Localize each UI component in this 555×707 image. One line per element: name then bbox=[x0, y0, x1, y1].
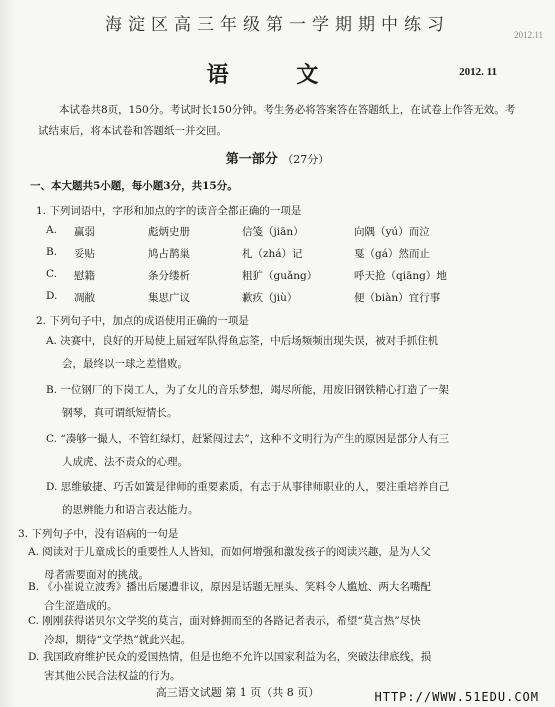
part-title: 第一部分 bbox=[225, 152, 278, 167]
corner-date-mark: 2012.11 bbox=[514, 30, 543, 40]
option-line-1: 思维敏捷、巧舌如簧是律师的重要素质，有志于从事律师职业的人，要注重培养自己 bbox=[60, 481, 450, 493]
page-footer: 高三语文试题 第 1 页（共 8 页） bbox=[155, 686, 320, 699]
option-word-3: 歉疚（jiù） bbox=[242, 292, 298, 304]
section-heading: 一、本大题共5小题，每小题3分，共15分。 bbox=[30, 180, 238, 192]
option-letter: B. bbox=[46, 246, 58, 258]
option-line-2: 人成虎、法不责众的心理。 bbox=[62, 456, 188, 468]
option-letter: B. bbox=[28, 581, 40, 593]
question-1-option-c bbox=[46, 268, 516, 288]
exam-title: 海淀区高三年级第一学期期中练习 bbox=[105, 15, 450, 35]
option-word-4: 便（biàn）宜行事 bbox=[354, 292, 441, 304]
option-word-1: 妥贴 bbox=[74, 248, 95, 260]
option-line-2: 合生涩造成的。 bbox=[44, 600, 118, 612]
question-1-option-b bbox=[46, 246, 516, 266]
option-line-1: 一位钢厂的下岗工人，为了女儿的音乐梦想，竭尽所能，用废旧钢铁精心打造了一架 bbox=[60, 384, 449, 396]
option-letter: B. bbox=[46, 384, 58, 396]
option-line-2: 会，最终以一球之差惜败。 bbox=[62, 358, 188, 370]
option-word-3: 札（zhá）记 bbox=[242, 248, 303, 260]
part-heading bbox=[0, 148, 555, 167]
part-score: （27分） bbox=[282, 153, 330, 166]
option-word-2: 鸠占鹊巢 bbox=[148, 248, 190, 260]
question-3-option-c bbox=[28, 612, 516, 650]
option-line-2: 的思辨能力和语言表达能力。 bbox=[62, 504, 199, 516]
option-letter: D. bbox=[46, 290, 58, 302]
question-2-option-c bbox=[46, 428, 516, 474]
subject-title: 语 文 bbox=[206, 62, 349, 88]
question-3-stem: 3. 下列句子中，没有语病的一句是 bbox=[18, 528, 179, 540]
option-letter: C. bbox=[28, 615, 39, 627]
option-line-1: 我国政府维护民众的爱国热情，但是也绝不允许以国家利益为名，突破法律底线，损 bbox=[42, 651, 432, 663]
question-1-option-d bbox=[46, 290, 516, 310]
option-line-1: 决赛中，良好的开局使上届冠军队得鱼忘筌，中后场频频出现失误，被对手抓住机 bbox=[60, 335, 439, 347]
option-letter: C. bbox=[46, 433, 57, 445]
question-2-stem: 2. 下列句子中，加点的成语使用正确的一项是 bbox=[36, 315, 249, 327]
option-word-2: 条分缕析 bbox=[148, 270, 190, 282]
question-1-option-a bbox=[46, 224, 516, 244]
option-word-1: 慰籍 bbox=[74, 270, 95, 282]
option-word-3: 粗犷（guǎng） bbox=[242, 270, 318, 282]
option-word-3: 信笺（jiān） bbox=[242, 226, 304, 238]
question-2-option-d bbox=[46, 476, 516, 522]
option-letter: D. bbox=[46, 481, 58, 493]
site-watermark: HTTP://WWW.51EDU.COM bbox=[374, 690, 539, 704]
option-word-4: 戛（gá）然而止 bbox=[354, 248, 430, 260]
option-letter: A. bbox=[46, 224, 57, 236]
option-word-4: 呼天抢（qiāng）地 bbox=[354, 270, 447, 282]
exam-date: 2012. 11 bbox=[459, 66, 497, 78]
question-3-option-b bbox=[28, 578, 516, 616]
option-line-2: 母者需要面对的挑战。 bbox=[44, 569, 149, 581]
option-letter: A. bbox=[46, 335, 57, 347]
question-2-option-a bbox=[46, 330, 516, 376]
page-binding-shadow bbox=[0, 0, 14, 707]
option-word-1: 凋敝 bbox=[74, 292, 95, 304]
option-line-2: 冷却，期待“文学热”就此兴起。 bbox=[44, 634, 192, 646]
option-letter: D. bbox=[28, 651, 40, 663]
option-letter: A. bbox=[28, 546, 39, 558]
option-letter: C. bbox=[46, 268, 57, 280]
option-line-1: 刚刚获得诺贝尔文学奖的莫言，面对蜂拥而至的各路记者表示，希望“莫言热”尽快 bbox=[42, 615, 421, 627]
option-word-2: 彪炳史册 bbox=[148, 226, 190, 238]
option-line-1: 《小崔说立波秀》播出后屡遭非议，原因是话题无厘头、笑料令人尴尬、两大名嘴配 bbox=[42, 581, 431, 593]
option-line-1: 阅读对于儿童成长的重要性人人皆知，而如何增强和激发孩子的阅读兴趣，是为人父 bbox=[42, 546, 431, 558]
question-2-option-b bbox=[46, 379, 516, 425]
option-line-2: 害其他公民合法权益的行为。 bbox=[44, 670, 181, 682]
option-word-2: 集思广议 bbox=[148, 292, 190, 304]
option-word-4: 向隅（yú）而泣 bbox=[354, 226, 430, 238]
option-line-1: “凑够一撮人，不管红绿灯，赶紧闯过去”，这种不文明行为产生的原因是部分人有三 bbox=[60, 433, 450, 445]
question-1-stem: 1. 下列词语中，字形和加点的字的读音全都正确的一项是 bbox=[36, 205, 302, 217]
option-word-1: 赢弱 bbox=[74, 226, 95, 238]
question-3-option-d bbox=[28, 648, 516, 686]
option-line-2: 钢琴，真可谓纸短情长。 bbox=[62, 407, 178, 419]
exam-instructions: 本试卷共8页，150分。考试时长150分钟。考生务必将答案答在答题纸上，在试卷上作答无效。考试结束后，将本试卷和答题纸一并交回。 bbox=[38, 104, 516, 137]
